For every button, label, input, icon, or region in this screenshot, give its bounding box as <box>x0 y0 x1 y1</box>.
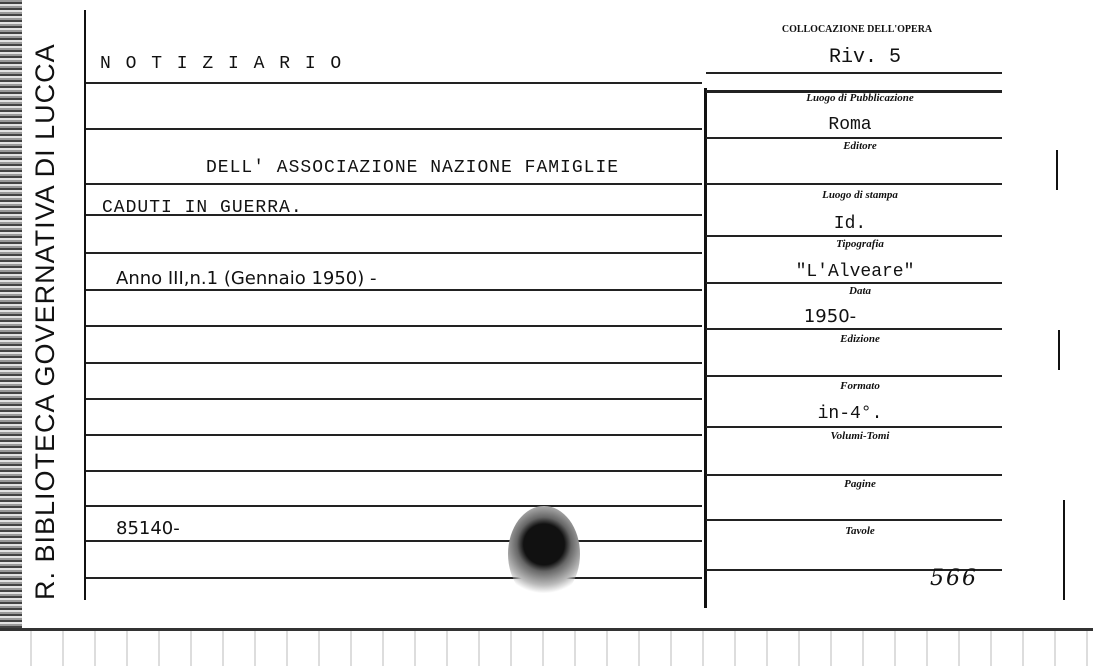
library-name-spine: R. BIBLIOTECA GOVERNATIVA DI LUCCA <box>30 43 60 600</box>
right-rule <box>706 375 1002 377</box>
left-rule <box>86 183 702 185</box>
label-place-of-printing: Luogo di stampa <box>822 189 898 201</box>
right-rule <box>706 328 1002 330</box>
label-pages: Pagine <box>844 478 876 490</box>
left-rule <box>86 577 702 579</box>
left-rule <box>86 505 702 507</box>
issue-line: Anno III,n.1 (Gennaio 1950) - <box>116 268 377 289</box>
right-column-divider <box>704 88 707 608</box>
value-printer: "L'Alveare" <box>795 262 915 282</box>
value-place-of-printing: Id. <box>833 214 867 234</box>
right-rule <box>706 474 1002 476</box>
label-place-of-publication: Luogo di Pubblicazione <box>806 92 914 104</box>
left-rule <box>86 470 702 472</box>
title-line-1: N O T I Z I A R I O <box>100 54 344 74</box>
left-rule <box>86 252 702 254</box>
left-rule <box>86 128 702 130</box>
label-printer: Tipografia <box>836 238 884 250</box>
value-place-of-publication: Roma <box>828 115 872 135</box>
right-edge-mark <box>1058 330 1060 370</box>
value-format: in-4°. <box>817 404 883 424</box>
label-publisher: Editore <box>843 140 877 152</box>
left-rule <box>86 434 702 436</box>
left-rule <box>86 398 702 400</box>
label-edition: Edizione <box>840 333 880 345</box>
collocation-header: COLLOCAZIONE DELL'OPERA <box>781 24 933 35</box>
handwritten-number: 566 <box>930 566 978 591</box>
title-line-3: CADUTI IN GUERRA. <box>102 198 303 218</box>
title-line-2: DELL' ASSOCIAZIONE NAZIONE FAMIGLIE <box>206 158 620 178</box>
left-margin-rule <box>84 10 86 600</box>
ink-stamp <box>508 506 580 602</box>
right-edge-mark <box>1063 500 1065 600</box>
card-bottom-edge <box>0 628 1093 666</box>
right-edge-mark <box>1056 150 1058 190</box>
right-rule <box>706 72 1002 74</box>
label-format: Formato <box>840 380 880 392</box>
right-rule <box>706 137 1002 139</box>
label-volumes: Volumi-Tomi <box>830 430 890 442</box>
collocation-value: Riv. 5 <box>828 46 901 69</box>
label-plates: Tavole <box>845 525 875 537</box>
value-date: 1950- <box>803 306 857 327</box>
label-date: Data <box>849 285 871 297</box>
left-rule <box>86 289 702 291</box>
left-rule <box>86 325 702 327</box>
right-rule <box>706 183 1002 185</box>
right-rule <box>706 235 1002 237</box>
right-rule <box>706 426 1002 428</box>
right-rule <box>706 282 1002 284</box>
left-rule <box>86 540 702 542</box>
left-rule <box>86 82 702 84</box>
inventory-number: 85140- <box>116 518 180 539</box>
left-rule <box>86 362 702 364</box>
card-left-edge <box>0 0 22 640</box>
right-rule <box>706 519 1002 521</box>
